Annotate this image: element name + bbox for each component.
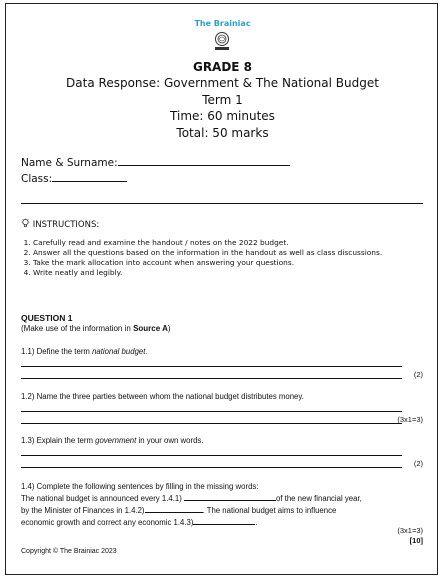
- mark-allocation: (3x1=3): [397, 415, 423, 424]
- question-1-1: [21, 347, 423, 356]
- question-1-4: 1.4) Complete the following sentences by filling in the missing words:: [21, 482, 259, 491]
- mark-allocation: (3x1=3): [397, 526, 423, 535]
- question-1-2: 1.2) Name the three parties between whom the national budget distributes money.: [21, 392, 304, 401]
- answer-line[interactable]: [21, 467, 402, 468]
- answer-line[interactable]: [21, 366, 402, 367]
- question-text: 1.1) Define the term: [21, 347, 93, 356]
- sentence-text: of the new financial year,: [275, 494, 362, 503]
- blank-1-4-3[interactable]: [193, 516, 258, 527]
- name-label: Name & Surname:: [21, 157, 118, 169]
- copyright-notice: Copyright © The Brainiac 2023: [21, 548, 117, 555]
- subtitle-close: ): [167, 324, 171, 333]
- answer-line[interactable]: [21, 455, 402, 456]
- sentence-text: by the Minister of Finances in 1.4.2): [21, 506, 145, 515]
- instructions-title: INSTRUCTIONS:: [32, 220, 100, 230]
- question1-subtitle: [21, 324, 171, 333]
- instructions-heading: [21, 218, 99, 230]
- instruction-item: 1. Carefully read and examine the handout / notes on the 2022 budget.: [33, 238, 433, 248]
- subtitle-text: (Make use of the information in: [21, 324, 134, 333]
- class-input-line[interactable]: [52, 170, 127, 182]
- question-text: 1.3) Explain the term: [21, 436, 96, 445]
- time-label: Time: 60 minutes: [170, 109, 275, 123]
- brainiac-logo: [213, 31, 231, 53]
- question-total: [10]: [409, 536, 423, 545]
- instructions-list: [21, 238, 433, 278]
- class-field: [21, 170, 127, 185]
- grade-heading: GRADE 8: [192, 60, 253, 74]
- question1-title: QUESTION 1: [21, 313, 73, 323]
- mark-allocation: (2): [413, 459, 423, 468]
- answer-line[interactable]: [21, 423, 402, 424]
- question-term: government: [95, 436, 137, 445]
- sentence-text: .: [255, 518, 258, 527]
- instruction-item: 3. Take the mark allocation into account when answering your questions.: [33, 258, 433, 268]
- instruction-item: 2. Answer all the questions based on the information in the handout as well as class discussions.: [33, 248, 433, 258]
- answer-line[interactable]: [21, 378, 402, 379]
- lightbulb-icon: [21, 218, 30, 228]
- question-1-3: [21, 436, 423, 445]
- mark-allocation: (2): [413, 370, 423, 379]
- instruction-item: 4. Write neatly and legibly.: [33, 268, 433, 278]
- answer-line[interactable]: [21, 411, 402, 412]
- total-marks-label: Total: 50 marks: [176, 126, 269, 140]
- brand-name: The Brainiac: [194, 19, 251, 28]
- source-reference: Source A: [133, 324, 168, 333]
- name-field: [21, 154, 290, 169]
- question-text-end: in your own words.: [136, 436, 204, 445]
- term-label: Term 1: [202, 93, 243, 107]
- blank-1-4-2[interactable]: [145, 504, 203, 513]
- sentence-text: economic growth and correct any economic 1.4.3): [21, 518, 194, 527]
- worksheet-title: Data Response: Government & The National Budget: [66, 76, 379, 90]
- sentence-text: . The national budget aims to influence: [202, 506, 337, 515]
- sentence-text: The national budget is announced every 1.4.1): [21, 494, 184, 503]
- question-term: national budget.: [92, 347, 148, 356]
- blank-1-4-1[interactable]: [184, 492, 276, 501]
- section-divider: [21, 203, 423, 204]
- fill-in-sentences: [21, 492, 421, 528]
- class-label: Class:: [21, 173, 53, 185]
- name-input-line[interactable]: [118, 154, 290, 166]
